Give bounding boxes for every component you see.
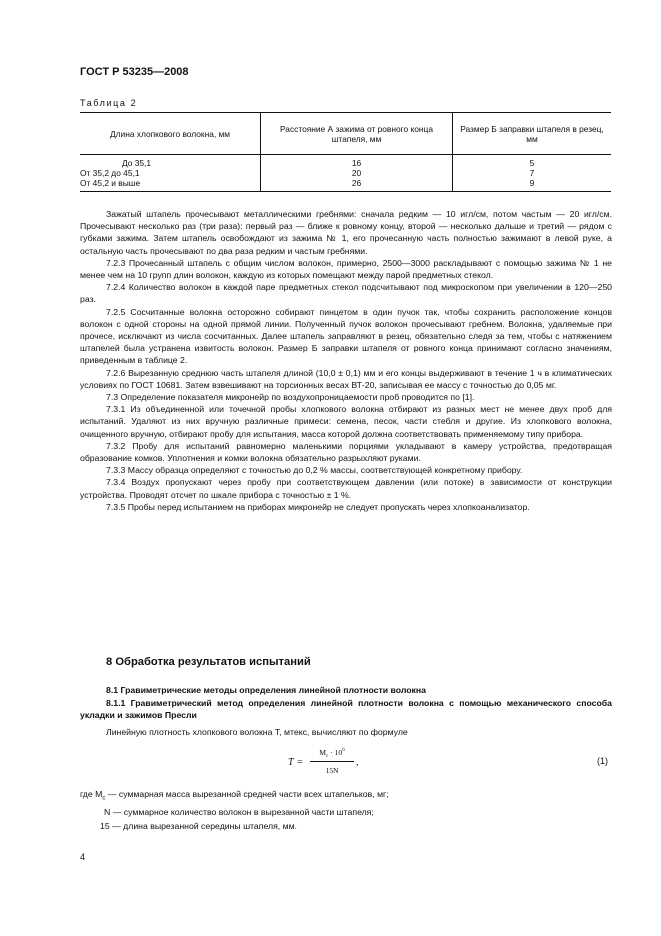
- paragraph-7-3-5: 7.3.5 Пробы перед испытанием на приборах микронейр не следует пропускать через хлопкоанализатор.: [106, 501, 530, 512]
- subsection-heading-8-1: 8.1 Гравиметрические методы определения линейной плотности волокна: [106, 685, 426, 695]
- paragraph: Зажатый штапель прочесывают металлическими гребнями: сначала редким — 10 игл/см, потом частым — 20 игл/см. Прочесывают несколько раз (три раза): первый раз — ближе к ровному концу, второй — несколько дальше и третий — рядом с губками зажима. Затем штапель освобождают из зажима № 1, его прочесанную часть полностью зажимают в левой руке, а остальную часть прочесывают по два раза редким и частым гребнями.: [80, 209, 612, 256]
- table-header-row: [80, 113, 611, 155]
- paragraph-7-2-6: 7.2.6 Вырезанную среднюю часть штапеля длиной (10,0 ± 0,1) мм и его концы выдерживают в течение 1 ч в климатических условиях по ГОСТ 10681. Затем взвешивают на торсионных весах ВТ-20, записывая ее массу с точностью до 0,05 мг.: [80, 367, 612, 390]
- paragraph-7-3-4: 7.3.4 Воздух пропускают через пробу при соответствующем давлении (или потоке) в зависимости от конструкции устройства. Проводят отсчет по шкале прибора с точностью ± 1 %.: [80, 477, 612, 500]
- table-caption: Таблица 2: [80, 98, 138, 108]
- table-row: [80, 168, 611, 178]
- table-cell: 7: [453, 168, 612, 178]
- formula-intro: Линейную плотность хлопкового волокна T, мтекс, вычисляют по формуле: [106, 727, 408, 737]
- paragraph-7-2-3: 7.2.3 Прочесанный штапель с общим числом волокон, примерно, 2500—3000 раскладывают с помощью зажима № 1 не менее чем на 10 групп длин волокон, каждую из которых помещают между парой предметных стекол.: [80, 257, 612, 281]
- paragraph-7-3-3: 7.3.3 Массу образца определяют с точностью до 0,2 % массы, соответствующей конкретному прибору.: [106, 465, 523, 476]
- table-cell: 16: [261, 155, 453, 169]
- section-heading: 8 Обработка результатов испытаний: [106, 656, 311, 668]
- paragraph-7-3-1: 7.3.1 Из объединенной или точечной пробы хлопкового волокна отбирают из разных мест не менее двух проб для испытаний. Удаляют из них вручную различные примеси: семена, песок, части стебля и другие. Из хлопкового волокна, очищенного вручную, отбирают пробу для испытания, масса которой должна соответствовать применяемому типу прибора.: [80, 404, 612, 439]
- data-table: [80, 112, 611, 192]
- table-cell: До 35,1: [122, 158, 152, 168]
- paragraph-7-2-4: 7.2.4 Количество волокон в каждой паре предметных стекол подсчитывают под микроскопом при увеличении в 120—250 раз.: [80, 282, 612, 305]
- paragraph-7-3-2: 7.3.2 Пробу для испытаний равномерно маленькими порциями укладывают в камеру устройства, предотвращая образование комков. Уплотнения и комки волокна обязательно разрыхляют руками.: [80, 440, 612, 464]
- table-cell: 5: [453, 155, 612, 169]
- body-text: [80, 208, 612, 513]
- formula-equals: =: [297, 757, 303, 768]
- legend-line: 15 — длина вырезанной середины штапеля, мм.: [100, 820, 297, 831]
- paragraph-7-2-5: 7.2.5 Сосчитанные волокна осторожно собирают пинцетом в один пучок так, чтобы сохранить расположение концов волокон с одной стороны на одной прямой линии. Полученный пучок волокон прочесывают гребнем. Волокна, удаляемые при прочесе, исключают из числа сосчитанных. Далее штапель заправляют в резец, обязательно следя за тем, чтобы с натяжением штапелей была устранена извитость волокон. Размер Б заправки штапеля от ровного конца принимают согласно значениям, приведенным в таблице 2.: [80, 306, 612, 366]
- legend-line: где $M_c$ — суммарная масса вырезанной средней части всех штапельков, мг;: [80, 789, 389, 802]
- formula-legend: [80, 788, 612, 833]
- document-id: ГОСТ Р 53235—2008: [80, 66, 189, 78]
- formula-lhs: T: [288, 757, 294, 768]
- formula-comma: ,: [356, 757, 359, 768]
- legend-line: N — суммарное количество волокон в вырезанной части штапеля;: [104, 807, 374, 818]
- table-cell: 26: [261, 178, 453, 192]
- formula-number: (1): [597, 756, 608, 766]
- table-cell: 20: [261, 168, 453, 178]
- table-row: [80, 155, 611, 169]
- formula-numerator: $M_c \cdot 10^6$: [310, 748, 354, 762]
- table-cell: 9: [453, 178, 612, 192]
- column-header-length: Длина хлопкового волокна, мм: [80, 113, 261, 155]
- page-number: 4: [80, 852, 86, 862]
- formula-denominator: 15N: [325, 766, 339, 775]
- column-header-size-b: Размер Б заправки штапеля в резец, мм: [453, 113, 612, 155]
- table-cell: От 45,2 и выше: [80, 178, 261, 192]
- subsection-heading-8-1-1: 8.1.1 Гравиметрический метод определения линейной плотности волокна с помощью механического способа укладки и зажимов Пресли: [80, 698, 612, 721]
- column-header-distance-a: Расстояние А зажима от ровного конца штапеля, мм: [261, 113, 453, 155]
- table-row: [80, 178, 611, 192]
- table-cell: От 35,2 до 45,1: [80, 168, 140, 178]
- paragraph-7-3: 7.3 Определение показателя микронейр по воздухопроницаемости проб проводится по [1].: [106, 392, 475, 403]
